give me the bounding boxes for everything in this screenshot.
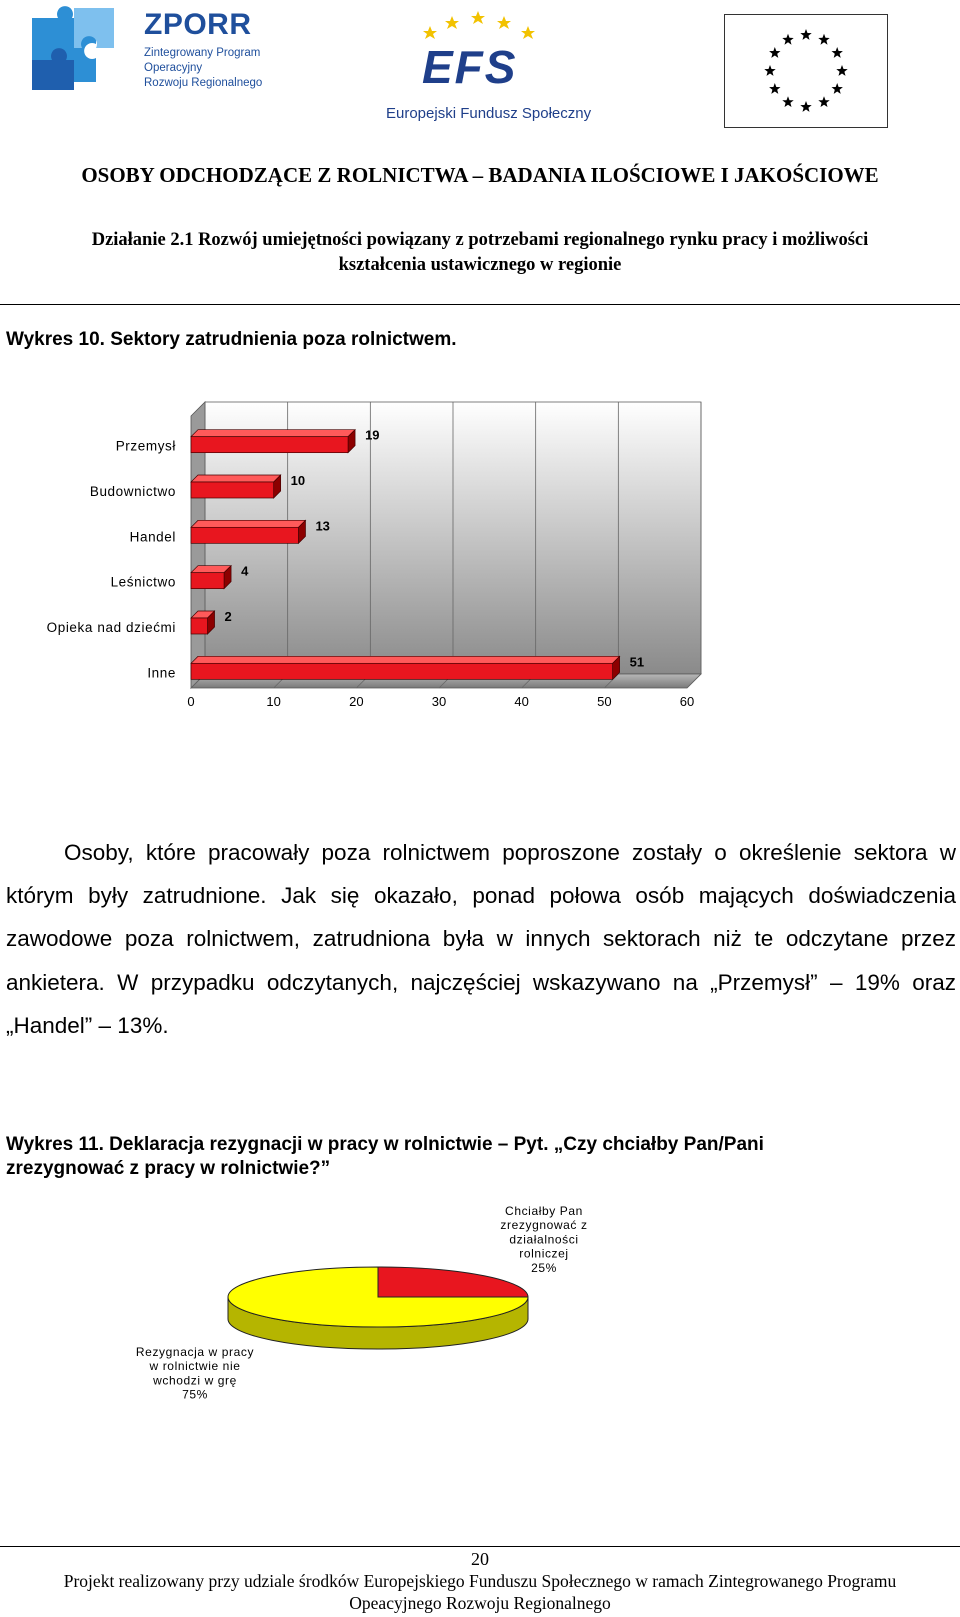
value-label: 4 [241,563,249,579]
eu-star [836,65,847,76]
zporr-title: ZPORR [144,8,252,41]
pie-slices [228,1267,528,1349]
pie-label-yellow [136,1345,254,1402]
bar-front-face [191,663,613,679]
category-label: Inne [147,665,176,681]
eu-stars-icon [725,15,887,127]
eu-star [782,96,793,107]
body-paragraph: Osoby, które pracowały poza rolnictwem poproszone zostały o określenie sektora w którym były zatrudnione. Jak się okazało, ponad połowa osób mających doświadczenia zawodowe poza rolnictwem, zatrudniona była w innych sektorach niż te odczytane przez ankietera. W przypadku odczytanych, najczęściej wskazywano na „Przemysł” – 19% oraz „Handel” – 13%. [6,840,956,1038]
pie-label-yellow-line: wchodzi w grę [153,1373,237,1388]
category-labels [47,439,176,681]
bar-top-face [191,656,620,663]
x-tick-label: 30 [431,694,447,709]
x-tick-label: 40 [514,694,529,709]
bar-front-face [191,437,348,453]
value-label: 2 [224,609,232,624]
pie-label-red-line: 25% [531,1260,557,1275]
document-subtitle-line-2: kształcenia ustawicznego w regionie [338,255,622,275]
document-title: OSOBY ODCHODZĄCE Z ROLNICTWA – BADANIA ILOŚCIOWE I JAKOŚCIOWE [81,163,879,187]
category-label: Leśnictwo [110,574,176,590]
eu-star [800,29,811,40]
wykres11-title-line-1: Wykres 11. Deklaracja rezygnacji w pracy w rolnictwie – Pyt. „Czy chciałby Pan/Pani [6,1134,764,1155]
eu-star [769,47,780,58]
document-subtitle-line-1: Działanie 2.1 Rozwój umiejętności powiązany z potrzebami regionalnego rynku pracy i możliwości [91,230,869,250]
category-label: Opieka nad dziećmi [46,620,176,635]
pie-label-yellow-line: w rolnictwie nie [149,1359,241,1374]
eu-star [832,83,843,94]
pie-label-yellow-line: Rezygnacja w pracy [135,1345,255,1359]
bar-top-face [191,520,305,527]
eu-star [832,47,843,58]
bar [191,430,355,453]
zporr-line-2: Operacyjny [144,62,203,74]
bar [191,611,215,634]
eu-star [818,96,829,107]
wykres11-title [6,1133,906,1181]
wykres10-title: Wykres 10. Sektory zatrudnienia poza rolnictwem. [6,329,457,350]
bar [191,566,231,589]
eu-star [769,83,780,94]
zporr-line-1: Zintegrowany Program [144,47,261,59]
bar [191,656,620,679]
efs-logo [380,10,600,130]
pie-label-red [500,1204,587,1275]
bar [191,475,281,498]
footer-line-2: Opeacyjnego Rozwoju Regionalnego [349,1593,611,1613]
resignation-pie-chart [100,1204,700,1455]
category-label: Budownictwo [89,484,176,499]
x-tick-label: 10 [266,694,281,709]
bar-front-face [191,618,208,634]
x-tick-label: 0 [187,694,195,709]
eu-star [818,34,829,45]
wykres11-title-line-2: zrezygnować z pracy w rolnictwie?” [6,1158,331,1179]
value-label: 10 [290,473,306,488]
category-label: Handel [129,529,176,545]
efs-wordmark: EFS [422,41,518,93]
footer-line-1: Projekt realizowany przy udziale środków Europejskiego Funduszu Społecznego w ramach Zintegrowanego Programu [63,1571,897,1591]
eu-star [782,34,793,45]
pie-label-red-line: działalności [509,1232,579,1247]
x-tick-label: 20 [349,694,364,709]
bar [191,520,305,543]
pie-label-yellow-line: 75% [182,1387,208,1402]
document-subtitle [30,228,930,278]
pie-label-red-line: Chciałby Pan [505,1204,583,1218]
pie-slice-red [378,1267,528,1297]
page-number: 20 [471,1549,489,1569]
header-divider [0,304,960,305]
x-tick-labels [187,694,694,709]
zporr-logo [28,4,268,100]
pie-label-red-line: zrezygnować z [500,1218,588,1233]
bar-top-face [191,430,355,437]
category-label: Przemysł [115,438,176,454]
footer-divider [0,1546,960,1547]
eu-flag-logo [724,14,888,128]
zporr-line-3: Rozwoju Regionalnego [144,77,263,89]
footer-text [10,1570,950,1614]
value-label: 19 [365,427,380,443]
value-label: 51 [629,654,645,670]
bar-front-face [191,527,298,543]
puzzle-icon [28,4,120,96]
efs-subtitle: Europejski Fundusz Społeczny [386,105,592,122]
eu-star [764,65,775,76]
sector-bar-chart [20,400,720,740]
zporr-subtitle [144,46,262,91]
pie-label-red-line: rolniczej [519,1246,569,1261]
x-tick-label: 50 [597,694,612,709]
bar-front-face [191,482,274,498]
bar-top-face [191,475,281,482]
value-label: 13 [315,518,330,534]
eu-star [800,101,811,112]
x-tick-label: 60 [679,694,695,709]
bar-front-face [191,573,224,589]
